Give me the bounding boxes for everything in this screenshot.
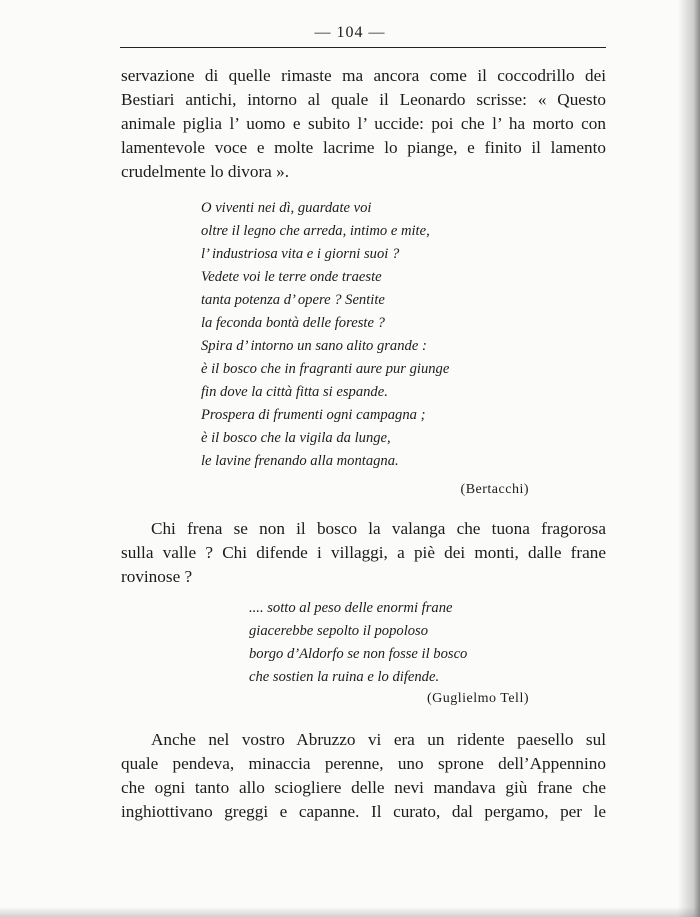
- poem-verse: .... sotto al peso delle enormi frane: [249, 600, 453, 616]
- poem-verse: Vedete voi le terre onde traeste: [201, 269, 382, 285]
- poem-verse: Spira d’ intorno un sano alito grande :: [201, 338, 427, 354]
- poem-verse: che sostien la ruina e lo difende.: [249, 669, 440, 685]
- poem-verse: tanta potenza d’ opere ? Sentite: [201, 292, 385, 308]
- poem-guglielmo-tell: [249, 597, 467, 689]
- poem-verse: Prospera di frumenti ogni campagna ;: [201, 407, 426, 423]
- text-line: inghiottivano greggi e capanne. Il curato, dal pergamo, per le: [121, 802, 606, 821]
- text-line: quale pendeva, minaccia perenne, uno sprone dell’Appennino: [121, 754, 606, 773]
- poem-bertacchi: [201, 197, 449, 473]
- paragraph-1: [121, 64, 606, 184]
- text-line: servazione di quelle rimaste ma ancora come il coccodrillo dei: [121, 66, 606, 85]
- page-edge-shadow: [678, 0, 700, 917]
- poem-verse: l’ industriosa vita e i giorni suoi ?: [201, 246, 400, 262]
- page-number: — 104 —: [314, 24, 386, 41]
- text-line: animale piglia l’ uomo e subito l’ uccide: poi che l’ ha morto con: [121, 114, 606, 133]
- text-line: Chi frena se non il bosco la valanga che tuona fragorosa: [151, 519, 606, 538]
- poem-verse: giacerebbe sepolto il popoloso: [249, 623, 429, 639]
- poem-verse: è il bosco che in fragranti aure pur giunge: [201, 361, 450, 377]
- poem-verse: borgo d’Aldorfo se non fosse il bosco: [249, 646, 468, 662]
- text-line: Anche nel vostro Abruzzo vi era un ridente paesello sul: [151, 730, 606, 749]
- page-bottom-shadow: [0, 907, 700, 917]
- poem-verse: la feconda bontà delle foreste ?: [201, 315, 385, 331]
- poem-verse: fin dove la città fitta si espande.: [201, 384, 388, 400]
- attribution-guglielmo-tell: (Guglielmo Tell): [426, 691, 529, 706]
- poem-verse: O viventi nei dì, guardate voi: [201, 200, 372, 216]
- text-line: che ogni tanto allo sciogliere delle nevi mandava giù frane che: [121, 778, 606, 797]
- poem-verse: è il bosco che la vigila da lunge,: [201, 430, 391, 446]
- paragraph-2: [121, 517, 606, 589]
- text-line: crudelmente lo divora ».: [121, 162, 289, 181]
- text-line: rovinose ?: [121, 567, 193, 586]
- text-line: Bestiari antichi, intorno al quale il Leonardo scrisse: « Questo: [121, 90, 606, 109]
- poem-verse: oltre il legno che arreda, intimo e mite,: [201, 223, 430, 239]
- poem-verse: le lavine frenando alla montagna.: [201, 453, 399, 469]
- text-line: sulla valle ? Chi difende i villaggi, a piè dei monti, dalle frane: [121, 543, 606, 562]
- header-rule: [120, 47, 606, 48]
- paragraph-3: [121, 728, 606, 824]
- attribution-bertacchi: (Bertacchi): [460, 482, 529, 497]
- text-line: lamentevole voce e molte lacrime lo piange, e finito il lamento: [121, 138, 606, 157]
